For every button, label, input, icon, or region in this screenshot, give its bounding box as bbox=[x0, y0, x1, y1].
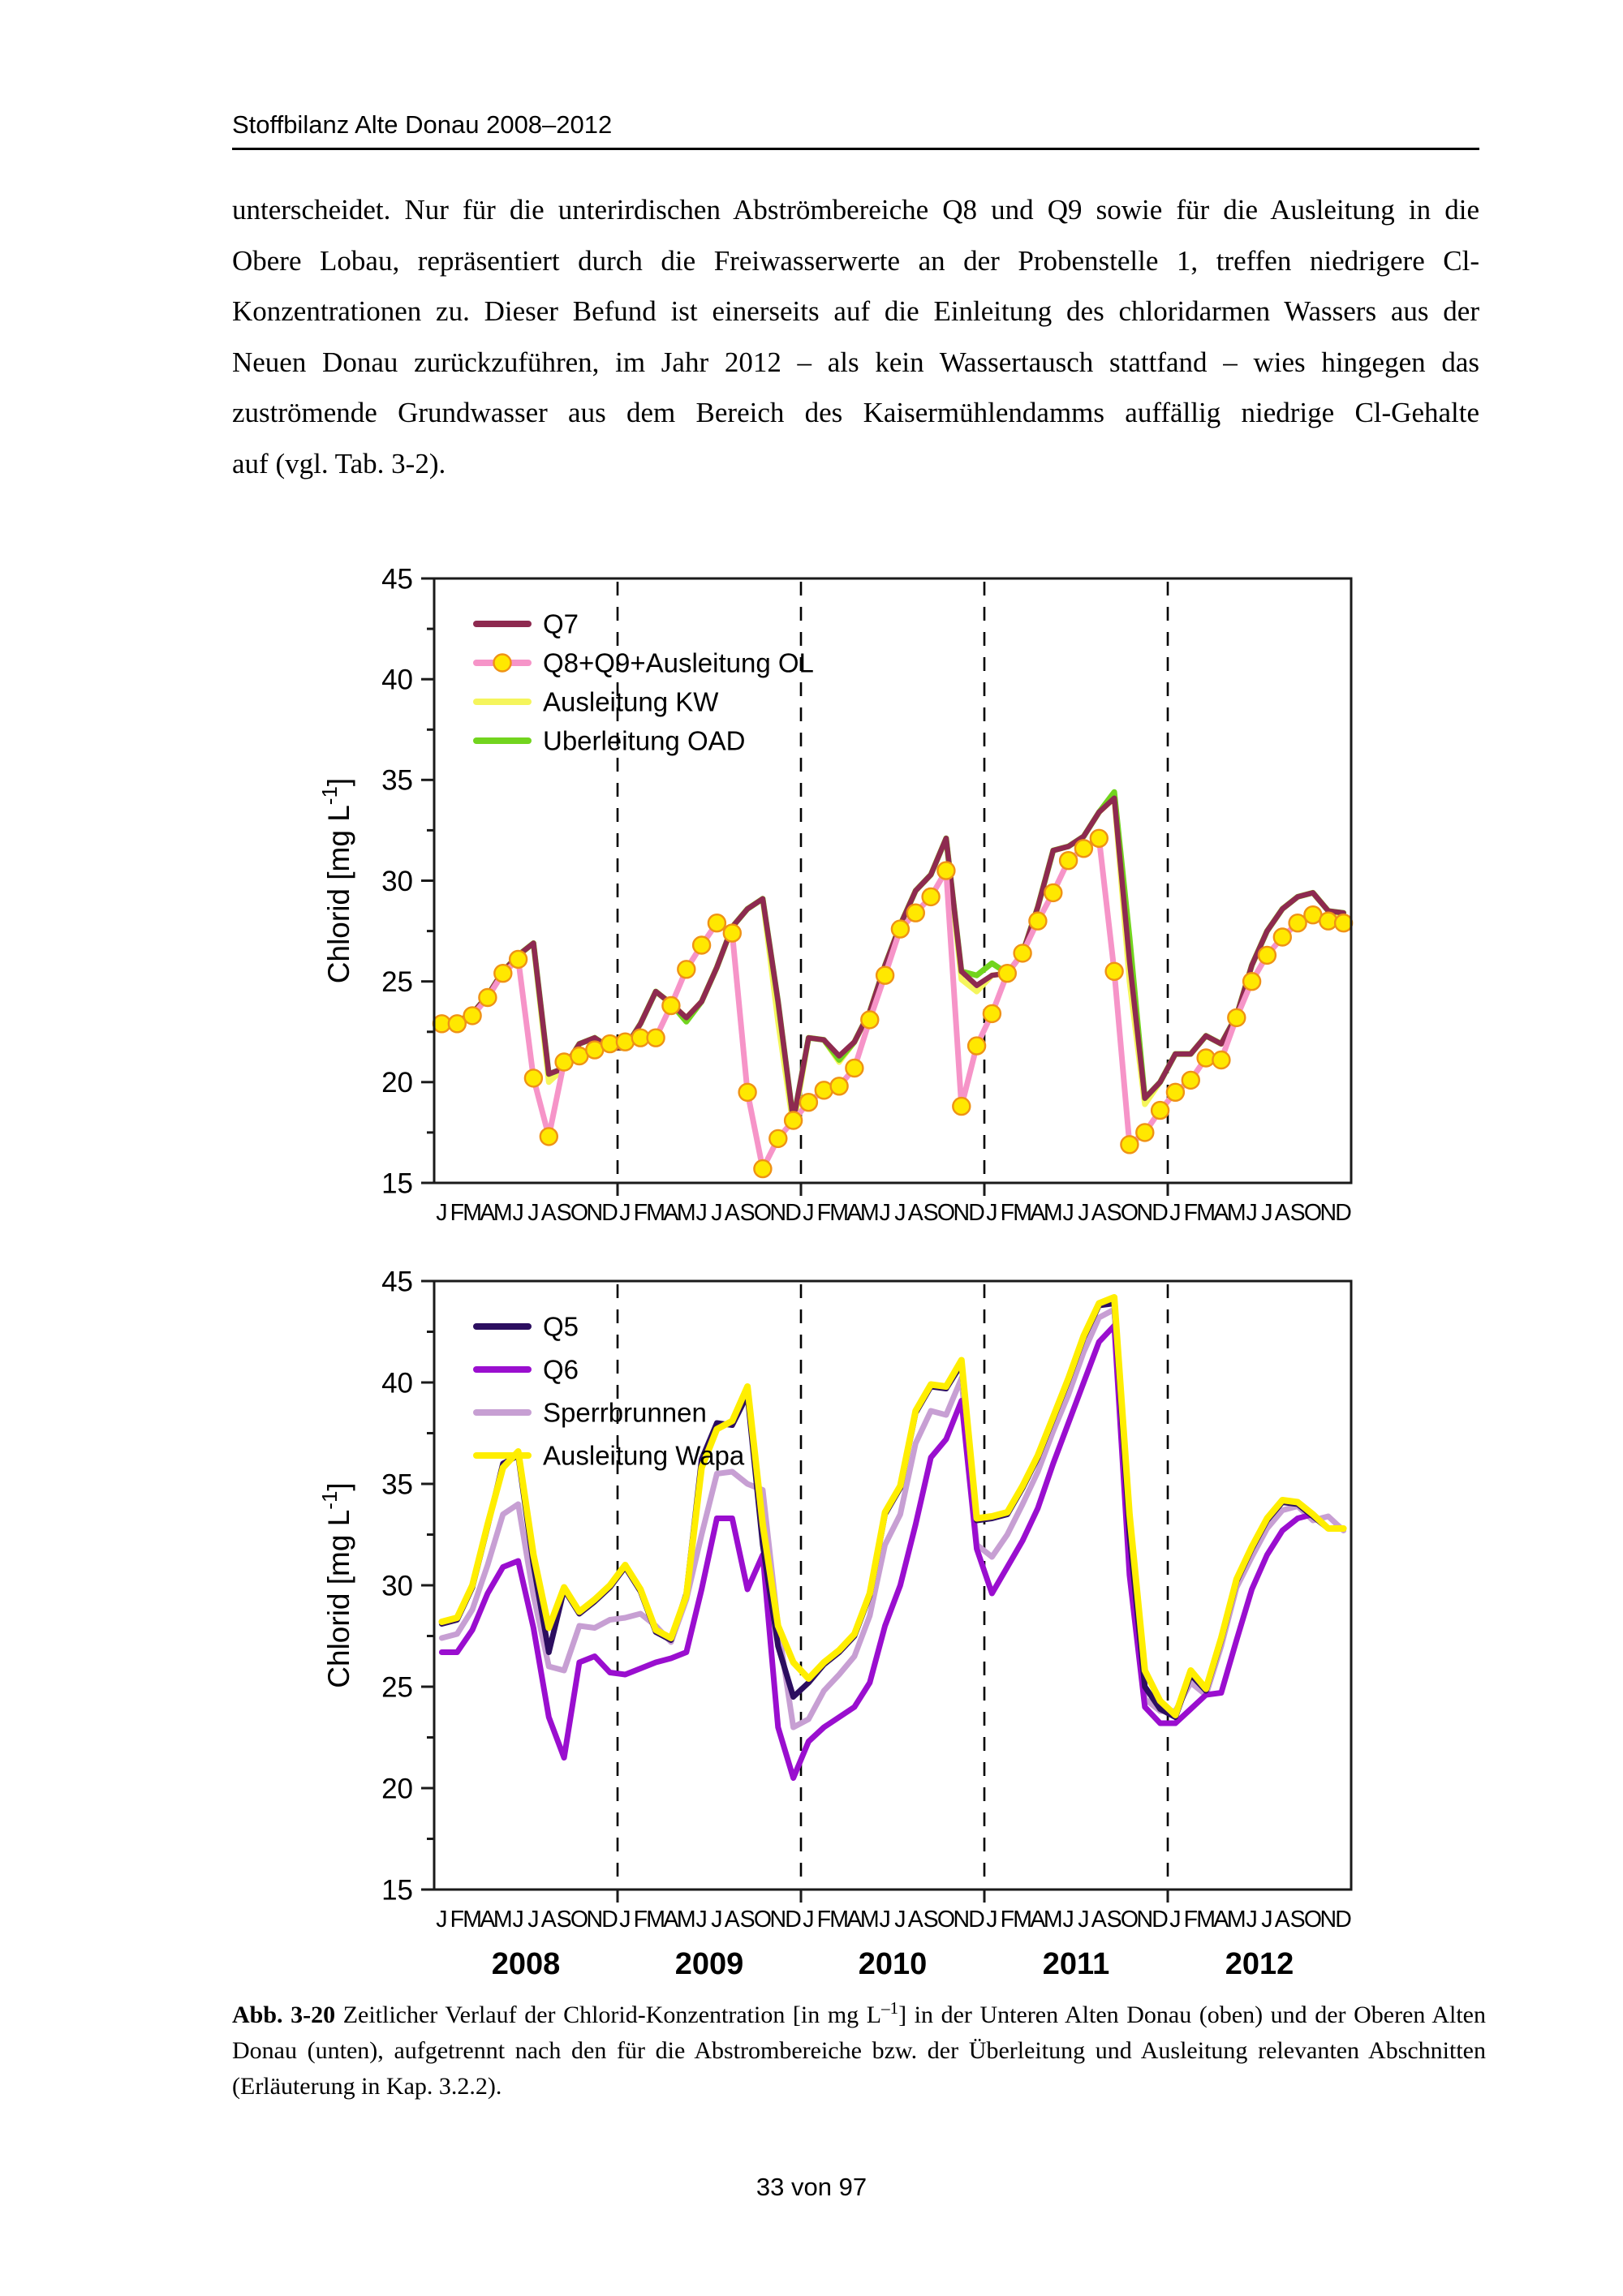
svg-text:N: N bbox=[1136, 1200, 1154, 1226]
svg-text:F: F bbox=[1000, 1907, 1015, 1933]
svg-text:J: J bbox=[1078, 1907, 1090, 1933]
y-axis-label: Chlorid [mg $L^{-1}$] bbox=[317, 777, 355, 984]
svg-text:M: M bbox=[493, 1907, 513, 1933]
svg-text:O: O bbox=[753, 1907, 772, 1933]
svg-text:D: D bbox=[1152, 1907, 1169, 1933]
svg-text:J: J bbox=[1246, 1200, 1258, 1226]
svg-text:J: J bbox=[1169, 1200, 1182, 1226]
legend-item-Q8+Q9+Ausleitung OL bbox=[476, 648, 814, 678]
svg-text:J: J bbox=[879, 1907, 891, 1933]
series-line-Q8+Q9+Ausleitung OL bbox=[441, 838, 1343, 1168]
svg-text:35: 35 bbox=[381, 1468, 413, 1501]
legend-item-Ausleitung KW bbox=[476, 687, 719, 717]
svg-text:S: S bbox=[1106, 1907, 1122, 1933]
svg-text:S: S bbox=[923, 1200, 939, 1226]
y-axis bbox=[381, 1266, 434, 1906]
svg-text:A: A bbox=[663, 1907, 679, 1933]
svg-text:20: 20 bbox=[381, 1067, 413, 1099]
svg-text:Sperrbrunnen: Sperrbrunnen bbox=[543, 1397, 707, 1428]
svg-text:J: J bbox=[879, 1200, 891, 1226]
svg-text:N: N bbox=[586, 1907, 604, 1933]
svg-text:A: A bbox=[1091, 1907, 1107, 1933]
svg-text:25: 25 bbox=[381, 965, 413, 998]
legend-item-Q5 bbox=[476, 1312, 579, 1342]
svg-text:2008: 2008 bbox=[491, 1947, 561, 1981]
x-axis-year-ticks bbox=[618, 1183, 1168, 1196]
year-labels bbox=[492, 1947, 1294, 1981]
svg-text:F: F bbox=[633, 1200, 648, 1226]
svg-text:N: N bbox=[1319, 1907, 1337, 1933]
svg-text:J: J bbox=[1078, 1200, 1090, 1226]
svg-text:J: J bbox=[1062, 1200, 1074, 1226]
svg-text:A: A bbox=[846, 1907, 863, 1933]
svg-text:S: S bbox=[556, 1907, 572, 1933]
svg-text:Ausleitung Wapa: Ausleitung Wapa bbox=[543, 1440, 745, 1471]
svg-text:N: N bbox=[1136, 1907, 1154, 1933]
svg-text:D: D bbox=[1152, 1200, 1169, 1226]
svg-text:15: 15 bbox=[381, 1874, 413, 1907]
svg-text:A: A bbox=[1213, 1200, 1229, 1226]
svg-text:O: O bbox=[1120, 1907, 1139, 1933]
svg-text:S: S bbox=[923, 1907, 939, 1933]
svg-text:2012: 2012 bbox=[1225, 1947, 1294, 1981]
page-header-title: Stoffbilanz Alte Donau 2008–2012 bbox=[232, 110, 613, 139]
svg-text:M: M bbox=[859, 1907, 880, 1933]
svg-text:20: 20 bbox=[381, 1773, 413, 1805]
svg-text:N: N bbox=[769, 1200, 787, 1226]
svg-text:F: F bbox=[450, 1200, 465, 1226]
svg-text:30: 30 bbox=[381, 1570, 413, 1602]
svg-text:N: N bbox=[953, 1200, 971, 1226]
svg-text:A: A bbox=[724, 1907, 740, 1933]
svg-text:Q5: Q5 bbox=[543, 1311, 579, 1342]
svg-text:2010: 2010 bbox=[858, 1947, 928, 1981]
paragraph-line: Neuen Donau zurückzuführen, im Jahr 2012 – als kein Wassertausch stattfand – wies hingegen das bbox=[232, 346, 1479, 378]
svg-text:M: M bbox=[493, 1200, 513, 1226]
svg-text:J: J bbox=[986, 1907, 998, 1933]
svg-text:J: J bbox=[1246, 1907, 1258, 1933]
bottom-chart bbox=[308, 1261, 1380, 1995]
svg-text:F: F bbox=[450, 1907, 465, 1933]
svg-text:A: A bbox=[724, 1200, 740, 1226]
paragraph-line: zuströmende Grundwasser aus dem Bereich des Kaisermühlendamms auffällig niedrige Cl-Gehalte bbox=[232, 397, 1479, 428]
month-labels bbox=[436, 1907, 1352, 1933]
caption-label: Abb. 3-20 bbox=[232, 2001, 336, 2028]
page-number: 33 von 97 bbox=[756, 2173, 867, 2201]
svg-text:F: F bbox=[1183, 1907, 1199, 1933]
header-rule bbox=[232, 148, 1479, 150]
legend-item-Uberleitung OAD bbox=[476, 726, 745, 756]
svg-text:25: 25 bbox=[381, 1671, 413, 1704]
series-markers-Q8+Q9+Ausleitung OL bbox=[433, 830, 1352, 1177]
svg-text:S: S bbox=[556, 1200, 572, 1226]
svg-text:D: D bbox=[968, 1907, 985, 1933]
svg-text:A: A bbox=[907, 1907, 923, 1933]
svg-text:Q6: Q6 bbox=[543, 1354, 579, 1385]
legend-item-Sperrbrunnen bbox=[476, 1398, 707, 1428]
svg-text:M: M bbox=[829, 1200, 849, 1226]
svg-text:A: A bbox=[540, 1907, 557, 1933]
svg-text:2011: 2011 bbox=[1042, 1947, 1110, 1981]
caption-superscript: –1 bbox=[881, 1998, 899, 2018]
svg-text:M: M bbox=[829, 1907, 849, 1933]
svg-text:A: A bbox=[540, 1200, 557, 1226]
svg-text:D: D bbox=[785, 1907, 802, 1933]
series-line-Q6 bbox=[441, 1326, 1343, 1778]
svg-text:S: S bbox=[739, 1200, 756, 1226]
svg-text:J: J bbox=[436, 1907, 448, 1933]
body-paragraph bbox=[232, 185, 1479, 489]
svg-text:J: J bbox=[803, 1200, 815, 1226]
svg-text:M: M bbox=[1043, 1200, 1063, 1226]
month-labels bbox=[436, 1200, 1352, 1226]
svg-text:Q7: Q7 bbox=[543, 608, 579, 639]
svg-text:D: D bbox=[785, 1200, 802, 1226]
svg-text:A: A bbox=[907, 1200, 923, 1226]
svg-text:J: J bbox=[1261, 1200, 1273, 1226]
svg-text:J: J bbox=[1062, 1907, 1074, 1933]
svg-text:M: M bbox=[463, 1200, 482, 1226]
svg-text:N: N bbox=[586, 1200, 604, 1226]
svg-text:45: 45 bbox=[381, 1266, 413, 1298]
svg-text:S: S bbox=[739, 1907, 756, 1933]
svg-text:M: M bbox=[463, 1907, 482, 1933]
svg-text:O: O bbox=[1303, 1200, 1322, 1226]
svg-text:J: J bbox=[695, 1200, 708, 1226]
svg-text:M: M bbox=[1226, 1200, 1246, 1226]
svg-text:M: M bbox=[646, 1907, 665, 1933]
svg-text:35: 35 bbox=[381, 764, 413, 797]
svg-text:A: A bbox=[480, 1907, 496, 1933]
svg-text:A: A bbox=[663, 1200, 679, 1226]
svg-text:Uberleitung OAD: Uberleitung OAD bbox=[543, 725, 746, 756]
svg-text:O: O bbox=[1303, 1907, 1322, 1933]
svg-text:O: O bbox=[570, 1907, 588, 1933]
svg-text:F: F bbox=[1183, 1200, 1199, 1226]
svg-text:O: O bbox=[936, 1200, 955, 1226]
svg-text:M: M bbox=[1013, 1907, 1032, 1933]
svg-text:J: J bbox=[527, 1907, 540, 1933]
svg-text:J: J bbox=[512, 1200, 524, 1226]
paragraph-line: Konzentrationen zu. Dieser Befund ist einerseits auf die Einleitung des chloridarmen Wassers aus der bbox=[232, 295, 1479, 327]
svg-text:D: D bbox=[601, 1907, 618, 1933]
svg-text:A: A bbox=[1030, 1200, 1046, 1226]
series-line-Ausleitung KW bbox=[441, 798, 1343, 1127]
figure-caption: Abb. 3-20 Zeitlicher Verlauf der Chlorid-Konzentration [in mg $L^{-1}$] in der Unteren Alten Donau (oben) und der Oberen Alten Donau (unten), aufgetrennt nach den für die Abstrombereiche bzw. der Überleitung und Ausleitung relevanten Abschnitten (Erläuterung in Kap. 3.2.2). bbox=[232, 1998, 1486, 2100]
svg-text:M: M bbox=[676, 1200, 696, 1226]
legend-item-Q6 bbox=[476, 1355, 579, 1385]
legend bbox=[476, 1312, 745, 1471]
svg-text:N: N bbox=[1319, 1200, 1337, 1226]
svg-text:F: F bbox=[816, 1907, 832, 1933]
svg-text:F: F bbox=[633, 1907, 648, 1933]
svg-text:D: D bbox=[1335, 1200, 1352, 1226]
svg-text:J: J bbox=[527, 1200, 540, 1226]
svg-text:A: A bbox=[1213, 1907, 1229, 1933]
svg-text:J: J bbox=[512, 1907, 524, 1933]
svg-text:40: 40 bbox=[381, 664, 413, 696]
svg-text:J: J bbox=[803, 1907, 815, 1933]
svg-text:A: A bbox=[1091, 1200, 1107, 1226]
svg-text:N: N bbox=[769, 1907, 787, 1933]
svg-text:F: F bbox=[1000, 1200, 1015, 1226]
svg-text:J: J bbox=[894, 1907, 906, 1933]
svg-text:J: J bbox=[711, 1907, 723, 1933]
paragraph-line: auf (vgl. Tab. 3-2). bbox=[232, 447, 446, 479]
svg-text:15: 15 bbox=[381, 1167, 413, 1200]
svg-text:O: O bbox=[570, 1200, 588, 1226]
svg-text:D: D bbox=[601, 1200, 618, 1226]
svg-text:O: O bbox=[1120, 1200, 1139, 1226]
svg-text:M: M bbox=[1196, 1907, 1216, 1933]
y-axis bbox=[381, 563, 434, 1199]
svg-text:Ausleitung KW: Ausleitung KW bbox=[543, 686, 719, 717]
svg-text:J: J bbox=[711, 1200, 723, 1226]
legend-item-Q7 bbox=[476, 609, 579, 639]
svg-text:O: O bbox=[936, 1907, 955, 1933]
svg-text:M: M bbox=[646, 1200, 665, 1226]
svg-text:M: M bbox=[676, 1907, 696, 1933]
paragraph-line: unterscheidet. Nur für die unterirdischen Abströmbereiche Q8 und Q9 sowie für die Ausleitung in die bbox=[232, 194, 1479, 226]
y-axis-label: Chlorid [mg $L^{-1}$] bbox=[317, 1482, 355, 1688]
svg-text:30: 30 bbox=[381, 865, 413, 897]
svg-text:J: J bbox=[1169, 1907, 1182, 1933]
svg-text:M: M bbox=[859, 1200, 880, 1226]
svg-text:O: O bbox=[753, 1200, 772, 1226]
svg-text:D: D bbox=[968, 1200, 985, 1226]
x-axis-year-ticks bbox=[618, 1890, 1168, 1903]
svg-text:J: J bbox=[619, 1907, 631, 1933]
svg-text:2009: 2009 bbox=[674, 1947, 744, 1981]
svg-text:M: M bbox=[1196, 1200, 1216, 1226]
svg-text:A: A bbox=[480, 1200, 496, 1226]
svg-text:A: A bbox=[1030, 1907, 1046, 1933]
top-chart bbox=[308, 558, 1380, 1265]
svg-text:A: A bbox=[1274, 1200, 1290, 1226]
svg-text:D: D bbox=[1335, 1907, 1352, 1933]
svg-text:J: J bbox=[436, 1200, 448, 1226]
paragraph-line: Obere Lobau, repräsentiert durch die Freiwasserwerte an der Probenstelle 1, treffen niedrigere Cl- bbox=[232, 244, 1479, 277]
svg-text:J: J bbox=[619, 1200, 631, 1226]
svg-text:A: A bbox=[846, 1200, 863, 1226]
svg-text:J: J bbox=[894, 1200, 906, 1226]
svg-text:J: J bbox=[1261, 1907, 1273, 1933]
svg-text:M: M bbox=[1226, 1907, 1246, 1933]
legend-item-Ausleitung Wapa bbox=[476, 1441, 745, 1471]
svg-text:M: M bbox=[1043, 1907, 1063, 1933]
svg-text:J: J bbox=[695, 1907, 708, 1933]
svg-text:M: M bbox=[1013, 1200, 1032, 1226]
svg-text:N: N bbox=[953, 1907, 971, 1933]
svg-text:S: S bbox=[1289, 1907, 1306, 1933]
svg-text:45: 45 bbox=[381, 563, 413, 595]
svg-text:Q8+Q9+Ausleitung OL: Q8+Q9+Ausleitung OL bbox=[543, 647, 814, 678]
svg-text:A: A bbox=[1274, 1907, 1290, 1933]
svg-text:S: S bbox=[1106, 1200, 1122, 1226]
legend bbox=[476, 609, 814, 756]
svg-text:40: 40 bbox=[381, 1367, 413, 1400]
svg-text:S: S bbox=[1289, 1200, 1306, 1226]
svg-text:F: F bbox=[816, 1200, 832, 1226]
svg-text:J: J bbox=[986, 1200, 998, 1226]
